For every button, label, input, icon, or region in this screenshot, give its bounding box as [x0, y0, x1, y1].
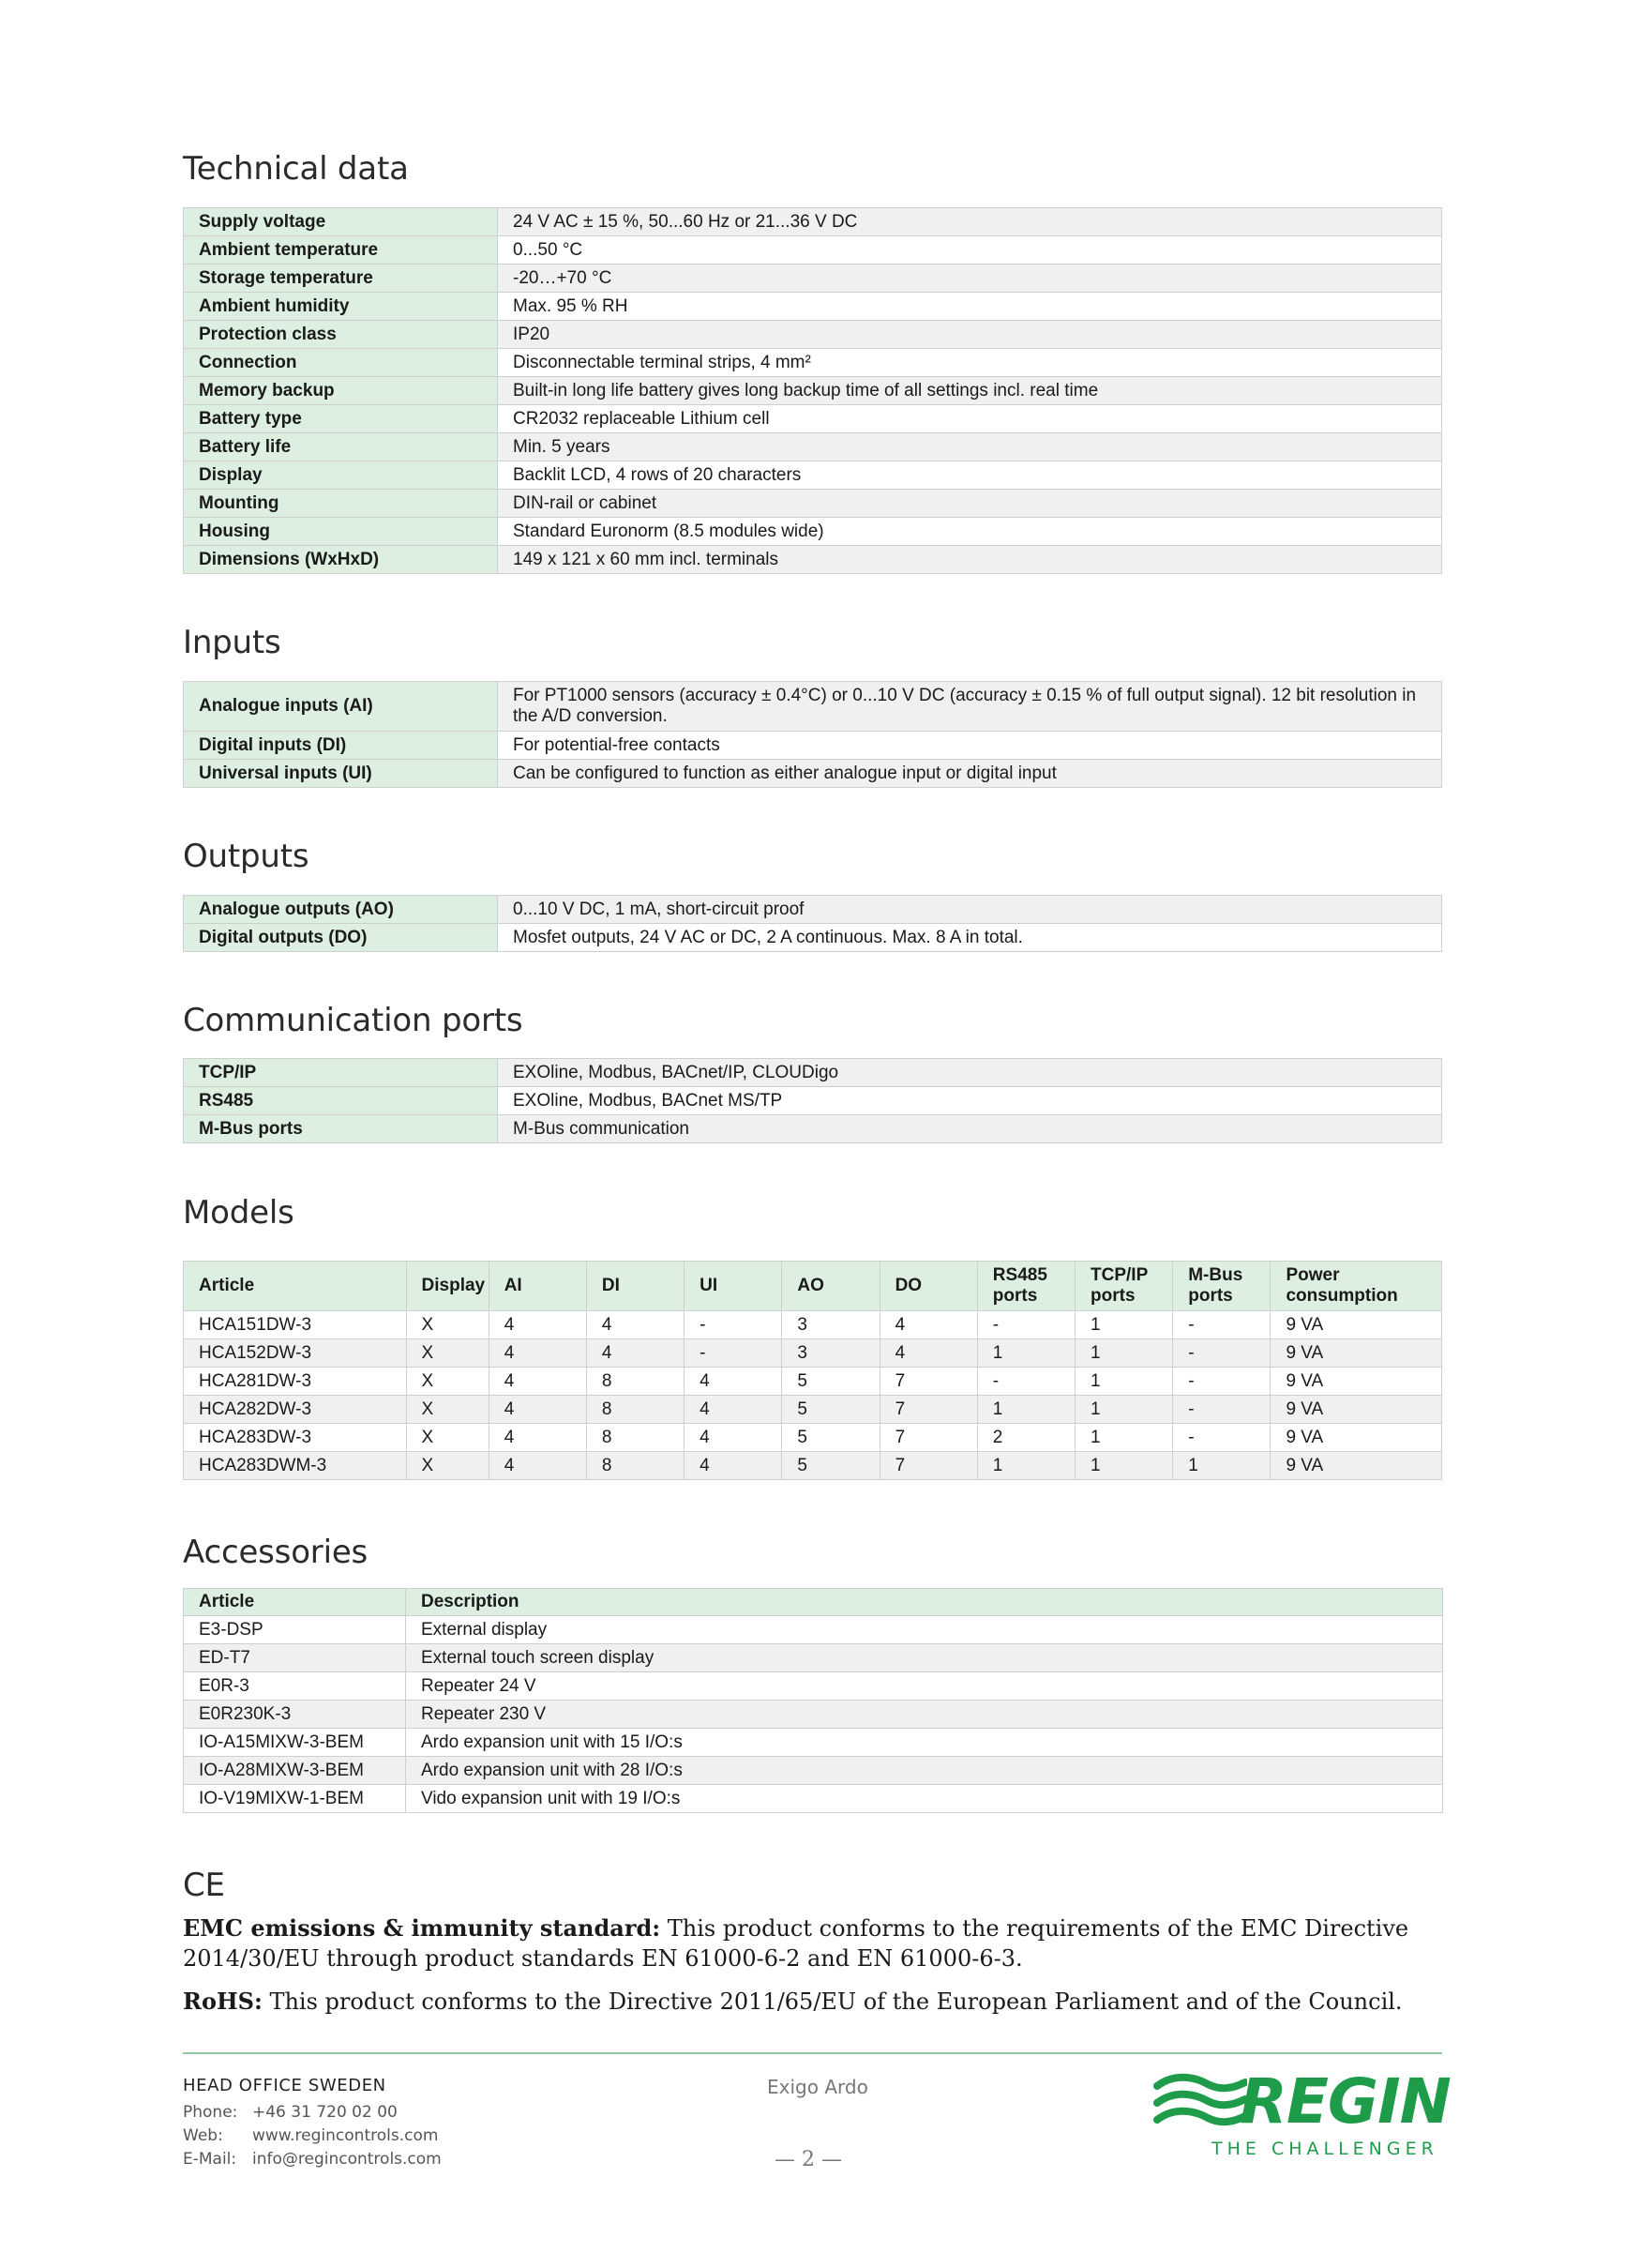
inputs-table	[183, 681, 1442, 788]
spec-value: Can be configured to function as either analogue input or digital input	[498, 760, 1442, 788]
table-cell: 4	[489, 1396, 586, 1424]
table-cell: 5	[782, 1424, 880, 1452]
spec-label: Ambient humidity	[184, 293, 498, 321]
spec-label: Storage temperature	[184, 265, 498, 293]
spec-label: Battery type	[184, 405, 498, 433]
spec-row	[184, 405, 1442, 433]
column-header: AI	[489, 1262, 586, 1311]
spec-label: Analogue inputs (AI)	[184, 682, 498, 732]
table-cell: 9 VA	[1271, 1368, 1442, 1396]
table-row	[184, 1729, 1443, 1757]
table-cell: 4	[685, 1368, 782, 1396]
regin-logo	[1153, 2065, 1451, 2169]
spec-row	[184, 1115, 1442, 1143]
table-cell: 8	[586, 1368, 684, 1396]
table-cell: 7	[880, 1396, 977, 1424]
spec-row	[184, 924, 1442, 952]
table-cell: 3	[782, 1339, 880, 1368]
table-cell: E0R-3	[184, 1672, 406, 1701]
table-cell: -	[685, 1311, 782, 1339]
section-title-models: Models	[183, 1194, 294, 1232]
table-cell: Repeater 24 V	[406, 1672, 1443, 1701]
section-title-outputs: Outputs	[183, 838, 309, 875]
footer-office: HEAD OFFICE SWEDEN	[183, 2076, 386, 2095]
table-cell: Ardo expansion unit with 28 I/O:s	[406, 1757, 1443, 1785]
table-cell: 4	[489, 1339, 586, 1368]
table-cell: Repeater 230 V	[406, 1701, 1443, 1729]
spec-value: Mosfet outputs, 24 V AC or DC, 2 A continuous. Max. 8 A in total.	[498, 924, 1442, 952]
spec-value: 149 x 121 x 60 mm incl. terminals	[498, 546, 1442, 574]
column-header: AO	[782, 1262, 880, 1311]
table-cell: 3	[782, 1311, 880, 1339]
table-cell: 4	[685, 1424, 782, 1452]
table-cell: 4	[586, 1311, 684, 1339]
spec-value: M-Bus communication	[498, 1115, 1442, 1143]
table-cell: 4	[685, 1396, 782, 1424]
spec-value: CR2032 replaceable Lithium cell	[498, 405, 1442, 433]
footer-phone-label: Phone:	[183, 2103, 238, 2122]
table-cell: 5	[782, 1396, 880, 1424]
page-number: — 2 —	[775, 2148, 842, 2171]
table-cell: -	[1173, 1311, 1271, 1339]
spec-row	[184, 433, 1442, 461]
spec-row	[184, 1059, 1442, 1087]
table-row	[184, 1452, 1442, 1480]
table-cell: 9 VA	[1271, 1311, 1442, 1339]
regin-wave-icon	[1153, 2071, 1247, 2131]
ce-rohs-text: This product conforms to the Directive 2011/65/EU of the European Parliament and of the Council.	[262, 1988, 1403, 2015]
spec-value: Standard Euronorm (8.5 modules wide)	[498, 518, 1442, 546]
table-cell: Vido expansion unit with 19 I/O:s	[406, 1785, 1443, 1813]
table-cell: -	[977, 1311, 1075, 1339]
spec-row	[184, 896, 1442, 924]
footer-web-row	[183, 2126, 438, 2145]
table-cell: HCA282DW-3	[184, 1396, 407, 1424]
table-cell: HCA283DW-3	[184, 1424, 407, 1452]
spec-label: Ambient temperature	[184, 236, 498, 265]
table-cell: ED-T7	[184, 1644, 406, 1672]
column-header: Display	[406, 1262, 489, 1311]
spec-value: EXOline, Modbus, BACnet/IP, CLOUDigo	[498, 1059, 1442, 1087]
footer-email-link[interactable]: info@regincontrols.com	[252, 2150, 442, 2169]
spec-row	[184, 377, 1442, 405]
spec-value: 0...50 °C	[498, 236, 1442, 265]
table-cell: 1	[1076, 1424, 1173, 1452]
spec-label: Analogue outputs (AO)	[184, 896, 498, 924]
spec-label: Mounting	[184, 490, 498, 518]
table-cell: X	[406, 1396, 489, 1424]
table-cell: 7	[880, 1368, 977, 1396]
spec-row	[184, 321, 1442, 349]
table-cell: 8	[586, 1396, 684, 1424]
spec-value: EXOline, Modbus, BACnet MS/TP	[498, 1087, 1442, 1115]
footer-phone-row	[183, 2103, 398, 2122]
table-cell: E3-DSP	[184, 1616, 406, 1644]
section-title-accessories: Accessories	[183, 1534, 369, 1571]
table-cell: -	[685, 1339, 782, 1368]
spec-row	[184, 265, 1442, 293]
table-cell: 1	[1076, 1452, 1173, 1480]
spec-value: For PT1000 sensors (accuracy ± 0.4°C) or 0...10 V DC (accuracy ± 0.15 % of full output signal). 12 bit resolution in the A/D conversion.	[498, 682, 1442, 732]
spec-value: Min. 5 years	[498, 433, 1442, 461]
table-cell: 9 VA	[1271, 1452, 1442, 1480]
column-header: TCP/IP ports	[1076, 1262, 1173, 1311]
section-title-inputs: Inputs	[183, 624, 281, 661]
table-cell: 8	[586, 1424, 684, 1452]
table-cell: X	[406, 1424, 489, 1452]
spec-value: 24 V AC ± 15 %, 50...60 Hz or 21...36 V DC	[498, 208, 1442, 236]
table-cell: X	[406, 1311, 489, 1339]
table-cell: 4	[880, 1311, 977, 1339]
table-row	[184, 1339, 1442, 1368]
footer-email-label: E-Mail:	[183, 2150, 237, 2169]
table-cell: -	[1173, 1396, 1271, 1424]
table-cell: -	[1173, 1424, 1271, 1452]
spec-row	[184, 490, 1442, 518]
spec-label: Dimensions (WxHxD)	[184, 546, 498, 574]
column-header: DI	[586, 1262, 684, 1311]
logo-wordmark: REGIN	[1240, 2065, 1451, 2138]
table-cell: 9 VA	[1271, 1396, 1442, 1424]
spec-label: Digital inputs (DI)	[184, 732, 498, 760]
spec-label: Digital outputs (DO)	[184, 924, 498, 952]
spec-row	[184, 1087, 1442, 1115]
table-cell: -	[1173, 1368, 1271, 1396]
table-cell: E0R230K-3	[184, 1701, 406, 1729]
section-title-comm: Communication ports	[183, 1002, 523, 1039]
spec-row	[184, 208, 1442, 236]
spec-value: IP20	[498, 321, 1442, 349]
table-row	[184, 1701, 1443, 1729]
ce-emc-label: EMC emissions & immunity standard:	[183, 1914, 661, 1942]
table-cell: 9 VA	[1271, 1424, 1442, 1452]
spec-value: Max. 95 % RH	[498, 293, 1442, 321]
footer-web-label: Web:	[183, 2126, 223, 2145]
table-row	[184, 1757, 1443, 1785]
spec-label: Universal inputs (UI)	[184, 760, 498, 788]
spec-row	[184, 236, 1442, 265]
table-cell: 1	[1076, 1368, 1173, 1396]
table-cell: 1	[1173, 1452, 1271, 1480]
table-cell: HCA151DW-3	[184, 1311, 407, 1339]
table-cell: External display	[406, 1616, 1443, 1644]
accessories-table	[183, 1588, 1443, 1813]
table-cell: 2	[977, 1424, 1075, 1452]
spec-label: Battery life	[184, 433, 498, 461]
table-cell: X	[406, 1452, 489, 1480]
table-row	[184, 1396, 1442, 1424]
spec-value: DIN-rail or cabinet	[498, 490, 1442, 518]
column-header: UI	[685, 1262, 782, 1311]
spec-value: For potential-free contacts	[498, 732, 1442, 760]
spec-value: 0...10 V DC, 1 mA, short-circuit proof	[498, 896, 1442, 924]
table-cell: HCA152DW-3	[184, 1339, 407, 1368]
table-cell: 1	[977, 1396, 1075, 1424]
table-cell: 1	[1076, 1311, 1173, 1339]
spec-row	[184, 732, 1442, 760]
column-header: DO	[880, 1262, 977, 1311]
table-cell: 8	[586, 1452, 684, 1480]
table-cell: 1	[1076, 1339, 1173, 1368]
table-cell: 5	[782, 1452, 880, 1480]
table-cell: 4	[489, 1424, 586, 1452]
table-cell: HCA283DWM-3	[184, 1452, 407, 1480]
spec-label: RS485	[184, 1087, 498, 1115]
outputs-table	[183, 895, 1442, 952]
column-header: Article	[184, 1589, 406, 1616]
spec-value: Disconnectable terminal strips, 4 mm²	[498, 349, 1442, 377]
table-cell: 1	[977, 1339, 1075, 1368]
table-cell: X	[406, 1339, 489, 1368]
table-row	[184, 1616, 1443, 1644]
table-row	[184, 1672, 1443, 1701]
table-cell: 1	[1076, 1396, 1173, 1424]
table-cell: -	[1173, 1339, 1271, 1368]
column-header: Description	[406, 1589, 1443, 1616]
table-cell: 1	[977, 1452, 1075, 1480]
column-header: Power consumption	[1271, 1262, 1442, 1311]
spec-row	[184, 293, 1442, 321]
table-cell: External touch screen display	[406, 1644, 1443, 1672]
column-header: RS485 ports	[977, 1262, 1075, 1311]
footer-phone: +46 31 720 02 00	[252, 2103, 398, 2122]
logo-tagline: THE CHALLENGER	[1211, 2139, 1438, 2159]
table-cell: 4	[489, 1452, 586, 1480]
table-cell: -	[977, 1368, 1075, 1396]
section-title-ce: CE	[183, 1867, 225, 1904]
table-row	[184, 1424, 1442, 1452]
spec-label: Display	[184, 461, 498, 490]
table-row	[184, 1311, 1442, 1339]
spec-label: M-Bus ports	[184, 1115, 498, 1143]
table-cell: 7	[880, 1452, 977, 1480]
table-cell: 5	[782, 1368, 880, 1396]
footer-product-name: Exigo Ardo	[767, 2076, 868, 2098]
spec-label: Protection class	[184, 321, 498, 349]
table-cell: X	[406, 1368, 489, 1396]
spec-value: Built-in long life battery gives long backup time of all settings incl. real time	[498, 377, 1442, 405]
table-row	[184, 1368, 1442, 1396]
spec-row	[184, 682, 1442, 732]
column-header: M-Bus ports	[1173, 1262, 1271, 1311]
ce-emc-text: This product conforms to the requirements of the EMC Directive 2014/30/EU through product standards EN 61000-6-2 and EN 61000-6-3.	[183, 1915, 1409, 1972]
table-cell: 4	[880, 1339, 977, 1368]
spec-row	[184, 349, 1442, 377]
ce-emc-paragraph	[183, 1913, 1442, 1973]
spec-label: Supply voltage	[184, 208, 498, 236]
table-cell: IO-A28MIXW-3-BEM	[184, 1757, 406, 1785]
table-cell: HCA281DW-3	[184, 1368, 407, 1396]
footer-divider	[183, 2052, 1442, 2054]
table-cell: 4	[489, 1368, 586, 1396]
spec-row	[184, 518, 1442, 546]
ce-rohs-paragraph	[183, 1987, 1442, 2017]
table-row	[184, 1644, 1443, 1672]
table-cell: 4	[685, 1452, 782, 1480]
footer-web-link[interactable]: www.regincontrols.com	[252, 2126, 439, 2145]
spec-row	[184, 546, 1442, 574]
table-row	[184, 1785, 1443, 1813]
column-header: Article	[184, 1262, 407, 1311]
spec-row	[184, 461, 1442, 490]
spec-row	[184, 760, 1442, 788]
spec-label: Memory backup	[184, 377, 498, 405]
spec-value: Backlit LCD, 4 rows of 20 characters	[498, 461, 1442, 490]
table-cell: 4	[489, 1311, 586, 1339]
spec-value: -20…+70 °C	[498, 265, 1442, 293]
spec-label: Connection	[184, 349, 498, 377]
spec-label: TCP/IP	[184, 1059, 498, 1087]
table-cell: IO-V19MIXW-1-BEM	[184, 1785, 406, 1813]
ce-rohs-label: RoHS:	[183, 1988, 263, 2015]
technical-table	[183, 207, 1442, 574]
table-cell: 4	[586, 1339, 684, 1368]
footer-email-row	[183, 2150, 442, 2169]
models-table	[183, 1261, 1442, 1480]
table-cell: IO-A15MIXW-3-BEM	[184, 1729, 406, 1757]
spec-label: Housing	[184, 518, 498, 546]
table-cell: 9 VA	[1271, 1339, 1442, 1368]
comm-table	[183, 1058, 1442, 1143]
section-title-technical: Technical data	[183, 150, 409, 188]
table-cell: Ardo expansion unit with 15 I/O:s	[406, 1729, 1443, 1757]
table-cell: 7	[880, 1424, 977, 1452]
